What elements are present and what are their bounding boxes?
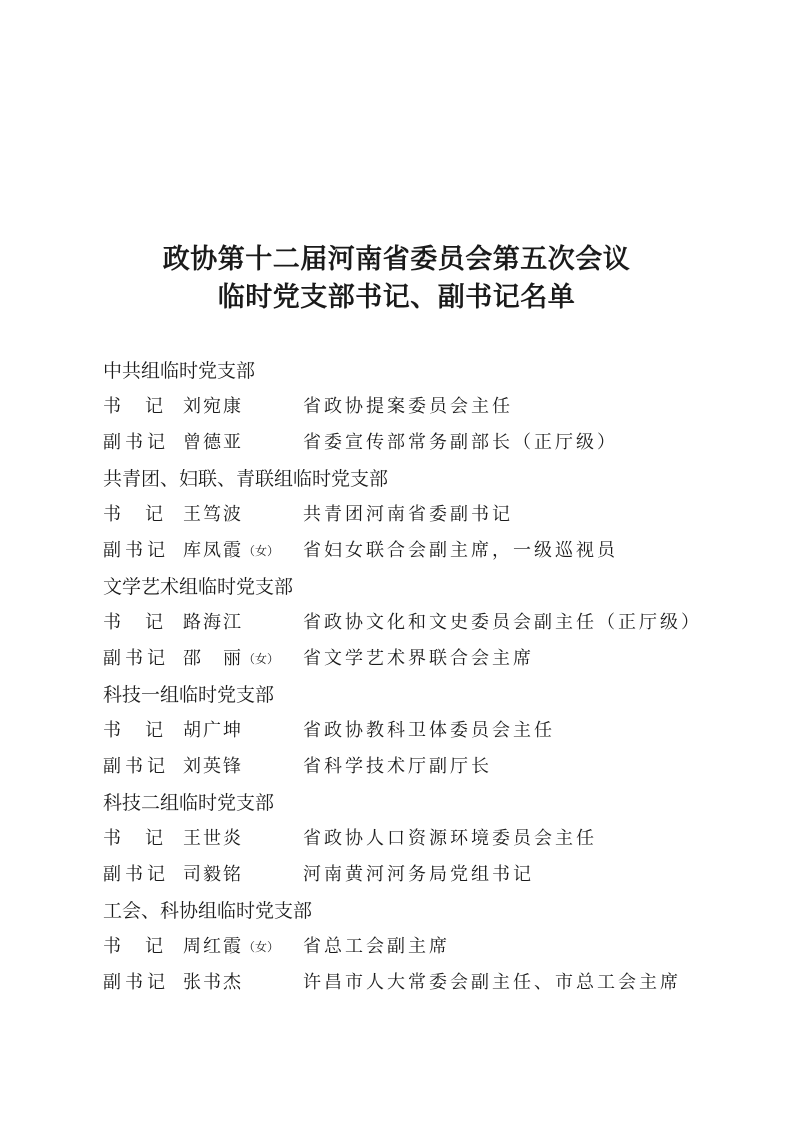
member-role: 副书记 — [103, 648, 169, 669]
party-branch-group — [103, 785, 783, 893]
member-name — [183, 425, 243, 461]
party-branch-group — [103, 569, 783, 677]
member-position: 河南黄河河务局党组书记 — [303, 864, 534, 885]
member-name — [183, 857, 243, 893]
page-title-line-1: 政协第十二届河南省委员会第五次会议 — [162, 244, 631, 275]
member-name — [183, 821, 243, 857]
member-position: 省政协文化和文史委员会副主任（正厅级） — [303, 612, 702, 633]
member-row — [103, 605, 783, 641]
group-header: 中共组临时党支部 — [103, 360, 256, 382]
member-role: 书 记 — [103, 612, 163, 633]
member-position: 省政协提案委员会主任 — [303, 396, 513, 417]
member-name-text: 曾德亚 — [183, 432, 243, 453]
member-gender: （女） — [243, 940, 280, 954]
group-header: 文学艺术组临时党支部 — [103, 576, 294, 598]
member-row — [103, 497, 783, 533]
member-row — [103, 713, 783, 749]
branch-list — [103, 353, 783, 1001]
member-position: 省总工会副主席 — [303, 936, 450, 957]
member-name-text: 王笃波 — [183, 504, 243, 525]
group-header: 共青团、妇联、青联组临时党支部 — [103, 468, 389, 490]
member-role: 副书记 — [103, 756, 169, 777]
member-position: 省文学艺术界联合会主席 — [303, 648, 534, 669]
party-branch-group — [103, 677, 783, 785]
member-row — [103, 857, 783, 893]
member-gender: （女） — [243, 544, 280, 558]
member-position: 许昌市人大常委会副主任、市总工会主席 — [303, 972, 681, 993]
party-branch-group — [103, 893, 783, 1001]
page-title-line-2: 临时党支部书记、副书记名单 — [217, 282, 576, 313]
member-name-text: 周红霞 — [183, 936, 243, 957]
member-row — [103, 821, 783, 857]
member-role: 副书记 — [103, 540, 169, 561]
member-name — [183, 965, 243, 1001]
member-name — [183, 497, 243, 533]
member-name — [183, 929, 279, 965]
member-name-text: 邵 丽 — [183, 648, 243, 669]
member-row — [103, 425, 783, 461]
member-row — [103, 929, 783, 965]
member-row — [103, 533, 783, 569]
member-name — [183, 605, 243, 641]
member-role: 书 记 — [103, 504, 163, 525]
member-name-text: 库凤霞 — [183, 540, 243, 561]
member-name — [183, 713, 243, 749]
member-position: 省委宣传部常务副部长（正厅级） — [303, 432, 618, 453]
member-position: 省科学技术厅副厅长 — [303, 756, 492, 777]
member-gender: （女） — [243, 652, 280, 666]
member-position: 共青团河南省委副书记 — [303, 504, 513, 525]
member-name-text: 王世炎 — [183, 828, 243, 849]
party-branch-group — [103, 461, 783, 569]
member-row — [103, 641, 783, 677]
member-position: 省政协教科卫体委员会主任 — [303, 720, 555, 741]
member-name — [183, 389, 243, 425]
member-position: 省妇女联合会副主席，一级巡视员 — [303, 540, 618, 561]
member-role: 书 记 — [103, 396, 163, 417]
member-name-text: 胡广坤 — [183, 720, 243, 741]
member-role: 副书记 — [103, 864, 169, 885]
member-role: 书 记 — [103, 936, 163, 957]
member-name-text: 司毅铭 — [183, 864, 243, 885]
member-name-text: 路海江 — [183, 612, 243, 633]
member-name-text: 刘英锋 — [183, 756, 243, 777]
member-name — [183, 749, 243, 785]
member-name — [183, 533, 279, 569]
party-branch-group — [103, 353, 783, 461]
group-header: 科技一组临时党支部 — [103, 684, 275, 706]
member-row — [103, 749, 783, 785]
member-role: 副书记 — [103, 432, 169, 453]
member-role: 副书记 — [103, 972, 169, 993]
member-row — [103, 965, 783, 1001]
member-name — [183, 641, 279, 677]
group-header: 工会、科协组临时党支部 — [103, 900, 313, 922]
member-row — [103, 389, 783, 425]
member-position: 省政协人口资源环境委员会主任 — [303, 828, 597, 849]
member-role: 书 记 — [103, 828, 163, 849]
group-header: 科技二组临时党支部 — [103, 792, 275, 814]
member-name-text: 刘宛康 — [183, 396, 243, 417]
member-role: 书 记 — [103, 720, 163, 741]
member-name-text: 张书杰 — [183, 972, 243, 993]
